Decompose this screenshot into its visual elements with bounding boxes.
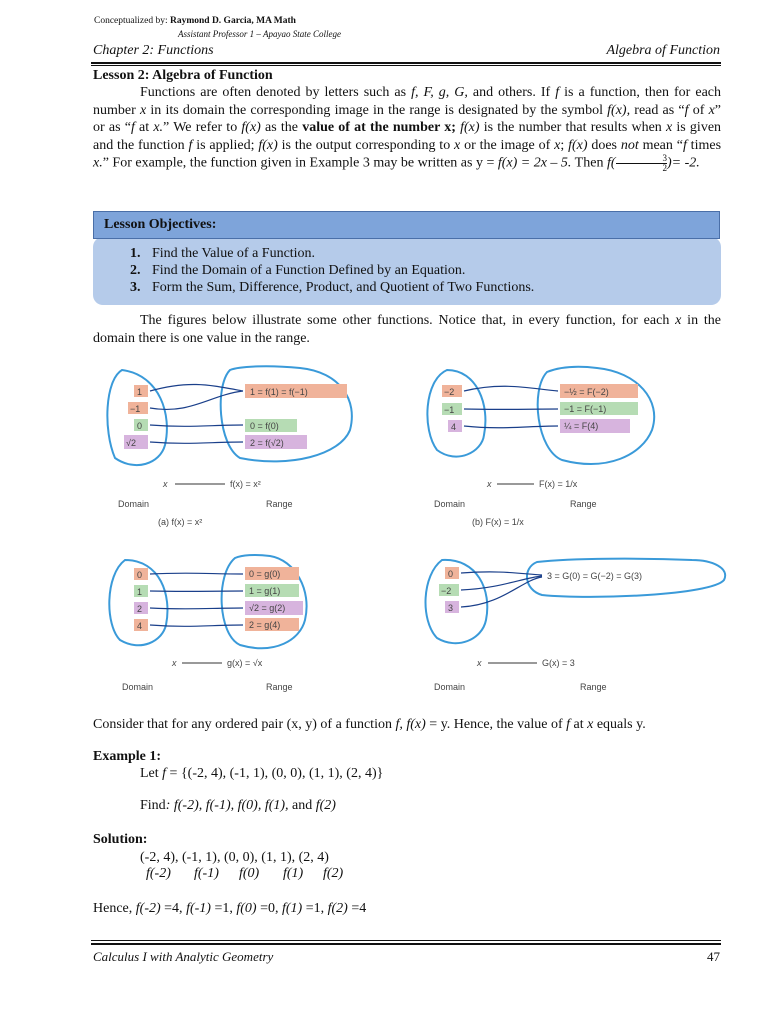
solution-label: f(-2): [146, 866, 171, 881]
example-title: Example 1:: [93, 749, 162, 764]
objectives-header-bar: [93, 211, 720, 239]
range-value: −½ = F(−2): [564, 387, 609, 397]
domain-value: −2: [444, 387, 455, 397]
range-label: Range: [266, 499, 293, 509]
rule-output: F(x) = 1/x: [539, 479, 578, 489]
domain-label: Domain: [122, 682, 154, 692]
figure-b-function-diagram: [412, 360, 742, 535]
figure-caption: (a) f(x) = x²: [158, 517, 203, 527]
conceptualized-line: [94, 15, 296, 27]
figure-d-function-diagram: [412, 550, 742, 700]
author-name: Raymond D. Garcia, MA Math: [169, 16, 296, 26]
domain-blob: [107, 370, 167, 465]
figures-intro: The figures below illustrate some other functions. Notice that, in every function, for each x in the domain there is one value in the range.: [93, 313, 721, 346]
footer-rule-thin: [91, 940, 721, 941]
rule-output: g(x) = √x: [227, 658, 263, 668]
range-label: Range: [580, 682, 607, 692]
domain-value: 0: [137, 421, 143, 431]
range-value: 0 = f(0): [250, 421, 279, 431]
section-title: Algebra of Function: [606, 43, 720, 58]
range-value: 0 = g(0): [249, 569, 281, 579]
consider-paragraph: Consider that for any ordered pair (x, y) of a function f, f(x) = y. Hence, the value of f at x equals y.: [93, 717, 646, 732]
range-value: 1 = f(1) = f(−1): [250, 387, 308, 397]
domain-value: 4: [451, 422, 457, 432]
figure-caption: (b) F(x) = 1/x: [472, 517, 524, 527]
domain-value: 1: [137, 587, 143, 597]
domain-value: 0: [137, 570, 143, 580]
range-value: 1 = g(1): [249, 586, 281, 596]
mapping-arrows: [461, 572, 542, 607]
footer-rule: [91, 943, 721, 945]
range-value: −1 = F(−1): [564, 404, 607, 414]
figure-c-function-diagram: [100, 550, 360, 700]
objectives-list: [130, 245, 534, 296]
author-affiliation: Assistant Professor 1 – Apayao State College: [178, 29, 341, 39]
course-title: Calculus I with Analytic Geometry: [93, 949, 274, 964]
objective-item: 3. Form the Sum, Difference, Product, and Quotient of Two Functions.: [130, 280, 535, 295]
rule-input: x: [172, 658, 177, 668]
objectives-heading: Lesson Objectives:: [104, 217, 217, 232]
example-find: Find: f(-2), f(-1), f(0), f(1), and f(2): [140, 798, 336, 813]
range-value: 2 = g(4): [249, 620, 281, 630]
range-value: 3 = G(0) = G(−2) = G(3): [547, 571, 643, 581]
solution-label: f(2): [323, 866, 344, 881]
solution-pairs: (-2, 4), (-1, 1), (0, 0), (1, 1), (2, 4): [140, 850, 329, 865]
rule-input: x: [477, 658, 482, 668]
range-blob: [538, 367, 655, 464]
objective-item: 2. Find the Domain of a Function Defined by an Equation.: [130, 263, 466, 278]
rule-input: x: [487, 479, 492, 489]
mapping-arrows: [150, 384, 243, 443]
domain-value: −2: [441, 586, 452, 596]
header-rule-thin: [91, 65, 721, 66]
solution-label: f(-1): [194, 866, 219, 881]
hence-line: Hence, f(-2) =4, f(-1) =1, f(0) =0, f(1) =1, f(2) =4: [93, 901, 367, 916]
solution-label: f(0): [239, 866, 260, 881]
domain-value: 2: [137, 604, 143, 614]
objective-item: 1. Find the Value of a Function.: [130, 246, 316, 261]
rule-input: x: [163, 479, 168, 489]
domain-label: Domain: [434, 499, 466, 509]
range-label: Range: [266, 682, 293, 692]
figure-a-function-diagram: [100, 360, 360, 535]
range-value: 2 = f(√2): [250, 438, 284, 448]
solution-title: Solution:: [93, 832, 148, 847]
domain-label: Domain: [118, 499, 150, 509]
page-number: 47: [707, 949, 720, 964]
domain-value: −1: [444, 405, 455, 415]
domain-value: 4: [137, 621, 143, 631]
conceptualized-prefix: Conceptualized by:: [94, 16, 170, 26]
lesson-title: Lesson 2: Algebra of Function: [93, 68, 273, 83]
range-value: √2 = g(2): [249, 603, 286, 613]
domain-label: Domain: [434, 682, 466, 692]
example-let: Let f = {(-2, 4), (-1, 1), (0, 0), (1, 1), (2, 4)}: [140, 766, 384, 781]
header-rule: [91, 62, 721, 64]
mapping-arrows: [464, 386, 558, 428]
domain-value: 0: [448, 569, 454, 579]
range-value: ¼ = F(4): [564, 421, 599, 431]
mapping-arrows: [150, 573, 243, 626]
domain-value: √2: [126, 438, 136, 448]
lesson-intro: Functions are often denoted by letters such as f, F, g, G, and others. If f is a function, then for each number x in its domain the corresponding image in the range is designated by the symbol f(x), read as “f of x” or as “f at x.” We refer to f(x) as the value of at the number x; f(x) is the number that results when x is given and the function f is applied; f(x) is the output corresponding to x or the image of x; f(x) does not mean “f times x.” For example, the function given in Example 3 may be written as y = f(x) = 2x – 5. Then f( $\frac{3}{2}$ )= -2.: [93, 85, 722, 174]
solution-label: f(1): [283, 866, 304, 881]
rule-output: G(x) = 3: [542, 658, 575, 668]
domain-value: 1: [137, 387, 143, 397]
fraction-three-halves: $\frac{3}{2}$: [616, 154, 668, 173]
range-label: Range: [570, 499, 597, 509]
chapter-title: Chapter 2: Functions: [93, 43, 214, 58]
domain-value: 3: [448, 603, 454, 613]
rule-output: f(x) = x²: [230, 479, 261, 489]
domain-value: −1: [130, 404, 141, 414]
